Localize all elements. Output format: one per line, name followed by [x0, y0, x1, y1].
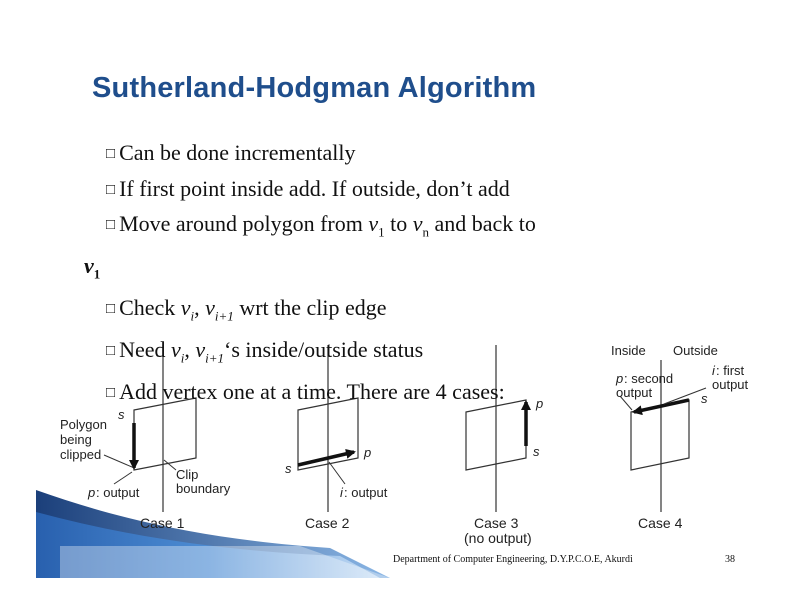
inside-header: Inside — [611, 343, 646, 358]
bullet-text: Add vertex one at a time. There are 4 cases: — [119, 378, 505, 404]
case-3-note: (no output) — [464, 530, 532, 546]
output-label: : output — [344, 485, 388, 500]
s-label: s — [701, 391, 708, 406]
bullet-marker-icon: □ — [106, 146, 116, 162]
case-3-caption: Case 3 — [474, 515, 519, 531]
bullet-list — [84, 136, 626, 410]
clip-boundary-label: boundary — [176, 481, 231, 496]
variable: v — [84, 252, 94, 278]
polygon-label: Polygon — [60, 417, 107, 432]
second-output-var: p — [616, 371, 624, 386]
second-output-label: : second — [624, 371, 674, 386]
subscript: 1 — [378, 224, 385, 240]
polygon-label: being — [60, 432, 92, 447]
variable: v — [180, 294, 191, 320]
subscript: i+1 — [205, 350, 225, 366]
case-2-caption: Case 2 — [305, 515, 350, 531]
pointer-line — [114, 472, 132, 484]
bullet-item — [106, 333, 626, 375]
subscript: i+1 — [214, 308, 234, 324]
variable: v — [195, 336, 206, 362]
bullet-text: Need — [119, 336, 171, 362]
bullet-text: ‘s inside/outside status — [224, 336, 424, 362]
output-var: i — [340, 485, 343, 500]
bullet-text: to — [384, 211, 413, 236]
bullet-text: and back to — [429, 211, 536, 236]
pointer-line — [329, 462, 345, 484]
bullet-text: wrt the clip edge — [233, 294, 387, 320]
case-1-caption: Case 1 — [140, 515, 185, 531]
bullet-marker-icon: □ — [106, 384, 116, 401]
footer-department: Department of Computer Engineering, D.Y.P.C.O.E, Akurdi — [393, 554, 633, 565]
bullet-text: Check — [119, 294, 181, 320]
subscript: 1 — [93, 266, 101, 282]
page-number: 38 — [725, 554, 735, 565]
first-output-label: output — [712, 377, 749, 392]
bullet-item — [106, 172, 626, 208]
edge-arrow — [298, 452, 354, 465]
bullet-continuation — [84, 249, 626, 291]
output-label: : output — [96, 485, 140, 500]
p-label: p — [364, 445, 372, 460]
variable: v — [205, 294, 215, 320]
first-output-label: : first — [716, 363, 745, 378]
bullet-marker-icon: □ — [106, 300, 116, 317]
case-4-diagram — [611, 343, 749, 531]
s-label: s — [118, 407, 125, 422]
variable: v — [170, 336, 181, 362]
bullet-item — [106, 207, 626, 249]
bullet-item — [106, 136, 626, 172]
bullet-text: Move around polygon from — [119, 211, 369, 236]
s-label: s — [285, 461, 292, 476]
pointer-line — [104, 455, 132, 467]
bullet-marker-icon: □ — [106, 217, 116, 233]
variable: v — [368, 211, 379, 236]
pointer-line — [164, 460, 176, 470]
slide-title: Sutherland-Hodgman Algorithm — [92, 72, 537, 104]
bullet-marker-icon: □ — [106, 181, 116, 198]
bullet-text: If first point inside add. If outside, don’t add — [119, 175, 510, 201]
variable: v — [412, 211, 423, 236]
p-label: p — [536, 396, 544, 411]
outside-header: Outside — [673, 343, 718, 358]
bullet-marker-icon: □ — [106, 342, 116, 359]
bullet-text: , — [184, 336, 196, 362]
subscript: i — [180, 350, 185, 366]
bullet-text: , — [194, 294, 206, 320]
bullet-text: Can be done incrementally — [119, 140, 356, 165]
first-output-var: i — [712, 363, 715, 378]
case-4-caption: Case 4 — [638, 515, 683, 531]
output-var: p — [88, 485, 96, 500]
subscript: i — [190, 308, 195, 324]
subscript: n — [422, 224, 430, 240]
polygon-label: clipped — [60, 447, 102, 462]
clip-boundary-label: Clip — [176, 467, 199, 482]
second-output-label: output — [616, 385, 653, 400]
decorative-swoosh — [36, 490, 390, 578]
bullet-item — [106, 375, 626, 411]
s-label: s — [533, 444, 540, 459]
bullet-item — [106, 291, 626, 333]
